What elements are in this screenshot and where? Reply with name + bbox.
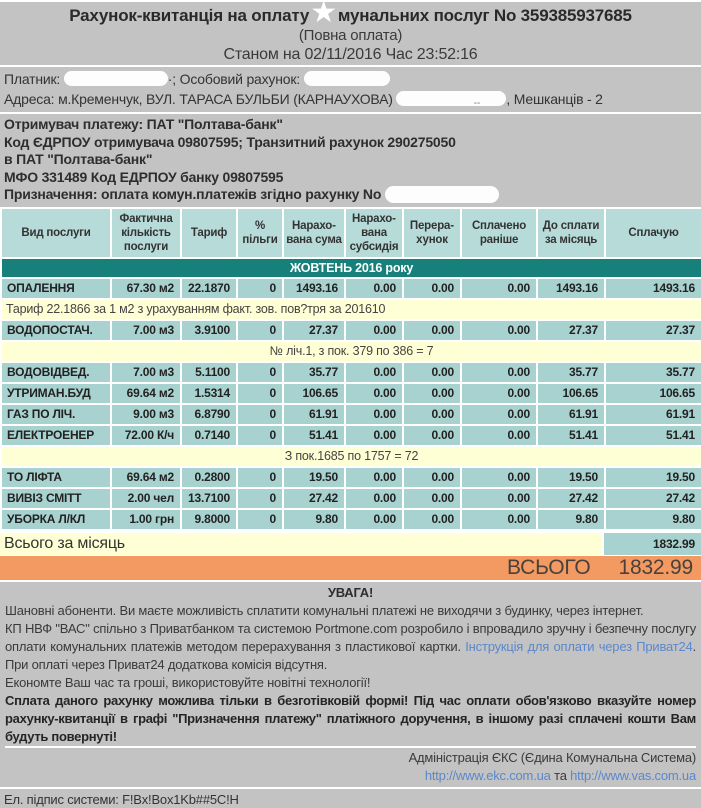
service-row xyxy=(1,488,701,509)
page-title-right: мунальних послуг No 359385937685 xyxy=(337,6,632,25)
month-total-label: Всього за місяць xyxy=(0,533,602,555)
service-value-cell: 72.00 К/ч xyxy=(111,425,181,446)
system-signature: Ел. підпис системи: F!Bx!Box1Kb##5C!H xyxy=(4,791,239,807)
col-header-accrued-sum: Нарахована сума xyxy=(283,208,345,258)
service-value-cell: 0 xyxy=(237,383,283,404)
attention-heading: УВАГА! xyxy=(327,584,374,600)
service-name-cell: ВОДОПОСТАЧ. xyxy=(1,320,111,341)
receiver-name-line: Отримувач платежу: ПАТ "Полтава-банк" xyxy=(4,116,283,132)
service-value-cell: 0.00 xyxy=(461,467,537,488)
service-name-cell: ВОДОВІДВЕД. xyxy=(1,362,111,383)
service-value-cell: 0 xyxy=(237,467,283,488)
service-value-cell: 9.80 xyxy=(537,509,605,530)
redaction-dashes: -- xyxy=(473,97,481,106)
service-row xyxy=(1,383,701,404)
service-value-cell: 19.50 xyxy=(283,467,345,488)
service-value-cell: 27.42 xyxy=(605,488,701,509)
service-row xyxy=(1,425,701,446)
service-value-cell: 27.37 xyxy=(605,320,701,341)
receiver-edrpou-line: Код ЄДРПОУ отримувача 09807595; Транзитний рахунок 290275050 xyxy=(4,133,456,150)
service-value-cell: 9.8000 xyxy=(181,509,237,530)
grand-total-label: ВСЬОГО xyxy=(507,555,591,579)
service-value-cell: 7.00 м3 xyxy=(111,320,181,341)
service-name-cell: УБОРКА Л/КЛ xyxy=(1,509,111,530)
service-value-cell: 1493.16 xyxy=(537,278,605,299)
service-value-cell: 19.50 xyxy=(605,467,701,488)
service-table-body xyxy=(1,278,701,530)
month-band-row xyxy=(1,258,701,278)
service-value-cell: 0.00 xyxy=(345,383,403,404)
service-value-cell: 69.64 м2 xyxy=(111,383,181,404)
service-value-cell: 1493.16 xyxy=(605,278,701,299)
service-value-cell: 27.37 xyxy=(537,320,605,341)
service-row xyxy=(1,362,701,383)
service-value-cell: 0.00 xyxy=(403,509,461,530)
service-value-cell: 27.42 xyxy=(537,488,605,509)
service-value-cell: 35.77 xyxy=(605,362,701,383)
service-value-cell: 0.00 xyxy=(345,278,403,299)
receiver-mfo-line: МФО 331489 Код ЕДРПОУ банку 09807595 xyxy=(4,168,284,185)
redaction-blob-address xyxy=(396,91,506,106)
ekc-site-link[interactable]: http://www.ekc.com.ua xyxy=(424,767,551,783)
signature-row xyxy=(0,787,701,808)
page-title-left: Рахунок-квитанція на оплату xyxy=(69,6,310,25)
service-name-cell: ЕЛЕКТРОЕНЕР xyxy=(1,425,111,446)
address-line xyxy=(4,89,697,109)
purpose-line xyxy=(4,186,697,204)
service-name-cell: ОПАЛЕННЯ xyxy=(1,278,111,299)
service-value-cell: 0 xyxy=(237,362,283,383)
note-row xyxy=(1,446,701,467)
payer-block xyxy=(0,65,701,112)
service-value-cell: 61.91 xyxy=(605,404,701,425)
service-value-cell: 0.00 xyxy=(461,488,537,509)
service-value-cell: 0 xyxy=(237,320,283,341)
site-links-line xyxy=(5,767,696,785)
service-value-cell: 0.00 xyxy=(345,362,403,383)
service-value-cell: 61.91 xyxy=(283,404,345,425)
receiver-block xyxy=(0,112,701,207)
vas-site-link[interactable]: http://www.vas.com.ua xyxy=(570,767,696,783)
service-value-cell: 0.00 xyxy=(345,320,403,341)
receiver-bank-line: в ПАТ "Полтава-банк" xyxy=(4,151,153,167)
payer-line xyxy=(4,69,697,89)
col-header-recalculation: Перерахунок xyxy=(403,208,461,258)
col-header-benefit: % пільги xyxy=(237,208,283,258)
service-value-cell: 1.00 грн xyxy=(111,509,181,530)
redaction-blob-account xyxy=(304,71,390,86)
service-value-cell: 9.00 м3 xyxy=(111,404,181,425)
service-value-cell: 51.41 xyxy=(283,425,345,446)
note-cell: З пок.1685 по 1757 = 72 xyxy=(1,446,701,467)
payment-type-subtitle: (Повна оплата) xyxy=(298,27,403,44)
service-value-cell: 19.50 xyxy=(537,467,605,488)
service-value-cell: 0.00 xyxy=(461,509,537,530)
payer-separator: ·; xyxy=(167,71,176,87)
grand-total-value: 1832.99 xyxy=(618,555,693,579)
service-value-cell: 0 xyxy=(237,278,283,299)
services-table xyxy=(0,207,701,531)
service-value-cell: 0.00 xyxy=(403,278,461,299)
service-value-cell: 0.00 xyxy=(461,425,537,446)
service-value-cell: 0.00 xyxy=(345,509,403,530)
service-value-cell: 69.64 м2 xyxy=(111,467,181,488)
service-value-cell: 106.65 xyxy=(537,383,605,404)
note-row xyxy=(1,341,701,362)
address-value: м.Кременчук, ВУЛ. ТАРАСА БУЛЬБИ (КАРНАУХОВА) xyxy=(58,91,393,107)
col-header-service: Вид послуги xyxy=(1,208,111,258)
notice-paragraph-1: Шановні абоненти. Ви маєте можливість сплатити комунальні платежі не виходячи з будинку, через інтернет. xyxy=(5,602,644,618)
service-row xyxy=(1,320,701,341)
service-value-cell: 13.7100 xyxy=(181,488,237,509)
service-name-cell: ВИВІЗ СМІТТ xyxy=(1,488,111,509)
service-value-cell: 0.00 xyxy=(403,320,461,341)
col-header-quantity: Фактична кількість послуги xyxy=(111,208,181,258)
service-value-cell: 9.80 xyxy=(605,509,701,530)
service-value-cell: 2.00 чел xyxy=(111,488,181,509)
service-row xyxy=(1,278,701,299)
col-header-due-month: До сплати за місяць xyxy=(537,208,605,258)
service-value-cell: 0.00 xyxy=(403,362,461,383)
note-cell: Тариф 22.1866 за 1 м2 з урахуванням факт. зов. пов?тря за 201610 xyxy=(1,299,701,320)
privat24-instruction-link[interactable]: Інструкція для оплати через Приват24 xyxy=(465,638,693,654)
service-value-cell: 0.00 xyxy=(403,488,461,509)
notice-paragraph-3: Економте Ваш час та гроші, використовуйте новітні технології! xyxy=(5,674,371,690)
service-value-cell: 0.00 xyxy=(403,383,461,404)
service-value-cell: 0.00 xyxy=(461,362,537,383)
service-value-cell: 0.00 xyxy=(403,467,461,488)
col-header-accrued-subsidy: Нарахована субсидія xyxy=(345,208,403,258)
service-value-cell: 0.00 xyxy=(461,278,537,299)
notice-paragraph-2 xyxy=(5,620,696,674)
service-value-cell: 67.30 м2 xyxy=(111,278,181,299)
service-value-cell: 7.00 м3 xyxy=(111,362,181,383)
notice-paragraph-2-text: КП НВФ "ВАС" спільно з Приватбанком та системою Portmone.com розробило і впровадило зручну і безпечну послугу оплати комунальних платежів методом перерахування з пластикової картки. xyxy=(5,620,696,654)
service-value-cell: 35.77 xyxy=(537,362,605,383)
col-header-paying: Сплачую xyxy=(605,208,701,258)
service-value-cell: 0.00 xyxy=(403,404,461,425)
title-band xyxy=(0,2,701,65)
service-name-cell: ГАЗ ПО ЛІЧ. xyxy=(1,404,111,425)
payment-warning-paragraph: Сплата даного рахунку можлива тільки в безготівковій формі! Під час оплати обов'язково вказуйте номер рахунку-квитанції в графі "Призначення платежу" платіжного доручення, в іншому разі сплачені кошти Вам будуть повернуті! xyxy=(5,692,696,744)
note-row xyxy=(1,299,701,320)
service-value-cell: 0.00 xyxy=(345,467,403,488)
service-value-cell: 1.5314 xyxy=(181,383,237,404)
service-value-cell: 51.41 xyxy=(605,425,701,446)
service-value-cell: 22.1870 xyxy=(181,278,237,299)
service-row xyxy=(1,404,701,425)
service-value-cell: 0.00 xyxy=(461,404,537,425)
service-value-cell: 1493.16 xyxy=(283,278,345,299)
service-value-cell: 6.8790 xyxy=(181,404,237,425)
service-value-cell: 0 xyxy=(237,404,283,425)
timestamp-line: Станом на 02/11/2016 Час 23:52:16 xyxy=(223,46,478,63)
service-value-cell: 0.00 xyxy=(345,488,403,509)
service-value-cell: 35.77 xyxy=(283,362,345,383)
service-value-cell: 0.00 xyxy=(345,404,403,425)
col-header-paid-earlier: Сплачено раніше xyxy=(461,208,537,258)
table-header-row xyxy=(1,208,701,258)
service-value-cell: 51.41 xyxy=(537,425,605,446)
service-value-cell: 9.80 xyxy=(283,509,345,530)
service-row xyxy=(1,509,701,530)
service-value-cell: 0.00 xyxy=(461,320,537,341)
redaction-blob-payer xyxy=(64,71,168,86)
service-value-cell: 27.42 xyxy=(283,488,345,509)
service-value-cell: 0 xyxy=(237,509,283,530)
col-header-tariff: Тариф xyxy=(181,208,237,258)
month-band: ЖОВТЕНЬ 2016 року xyxy=(1,258,701,278)
links-separator: та xyxy=(550,767,571,783)
address-suffix: , Мешканців - 2 xyxy=(506,91,603,107)
service-value-cell: 0.2800 xyxy=(181,467,237,488)
service-value-cell: 0.00 xyxy=(403,425,461,446)
account-label: Особовий рахунок: xyxy=(179,71,300,87)
month-total-row xyxy=(0,531,701,555)
service-value-cell: 3.9100 xyxy=(181,320,237,341)
service-value-cell: 27.37 xyxy=(283,320,345,341)
service-value-cell: 106.65 xyxy=(283,383,345,404)
notice-paragraph-2-after: . При оплаті через Приват24 додаткова комісія відсутня. xyxy=(5,638,696,672)
service-value-cell: 106.65 xyxy=(605,383,701,404)
address-label: Адреса: xyxy=(4,91,55,107)
admin-line: Адміністрація ЄКС (Єдина Комунальна Система) xyxy=(408,749,696,765)
service-row xyxy=(1,467,701,488)
service-value-cell: 0 xyxy=(237,488,283,509)
service-value-cell: 5.1100 xyxy=(181,362,237,383)
note-cell: № ліч.1, з пок. 379 по 386 = 7 xyxy=(1,341,701,362)
service-name-cell: УТРИМАН.БУД xyxy=(1,383,111,404)
service-value-cell: 0.00 xyxy=(345,425,403,446)
service-value-cell: 0 xyxy=(237,425,283,446)
service-value-cell: 0.7140 xyxy=(181,425,237,446)
payer-label: Платник: xyxy=(4,71,61,87)
service-value-cell: 0.00 xyxy=(461,383,537,404)
redaction-blob-purpose xyxy=(385,186,499,203)
grand-total-row xyxy=(0,555,701,580)
service-value-cell: 61.91 xyxy=(537,404,605,425)
month-total-value: 1832.99 xyxy=(602,533,701,555)
page-title: Рахунок-квитанція на оплату★мунальних послуг No 359385937685 xyxy=(69,0,632,30)
service-name-cell: ТО ЛІФТА xyxy=(1,467,111,488)
purpose-label: Призначення: оплата комун.платежів згідно рахунку No xyxy=(4,186,382,202)
notice-block xyxy=(0,580,701,787)
